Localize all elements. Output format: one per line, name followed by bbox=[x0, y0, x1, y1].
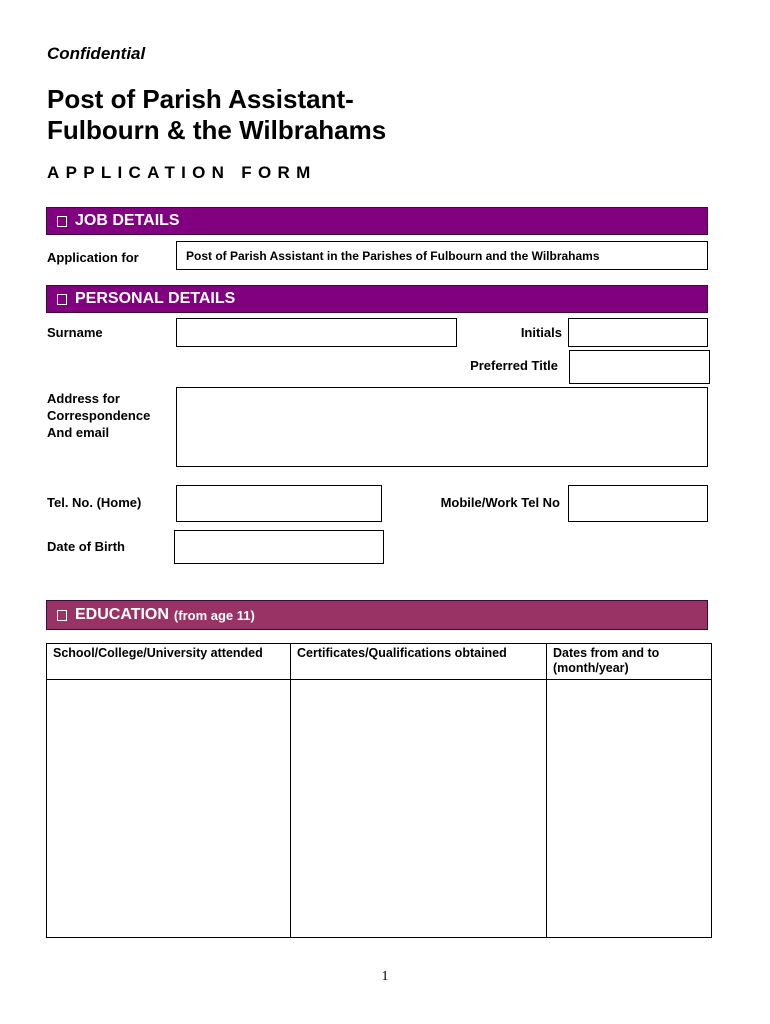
address-label-line-1: Address for bbox=[47, 391, 120, 406]
section-title-education-suffix: (from age 11) bbox=[173, 607, 255, 623]
checkbox-glyph-icon bbox=[57, 610, 67, 621]
page-title bbox=[47, 84, 386, 146]
section-title-job-details: JOB DETAILS bbox=[75, 212, 180, 229]
section-bar-personal-details bbox=[46, 285, 708, 313]
education-table bbox=[46, 643, 712, 938]
title-line-2: Fulbourn & the Wilbrahams bbox=[47, 115, 387, 145]
application-for-label: Application for bbox=[47, 250, 139, 265]
table-header-row bbox=[47, 644, 712, 680]
table-row bbox=[47, 680, 712, 938]
mobile-work-tel-label: Mobile/Work Tel No bbox=[440, 495, 560, 510]
table-cell-school[interactable] bbox=[47, 680, 291, 938]
surname-field[interactable] bbox=[176, 318, 457, 347]
dob-field[interactable] bbox=[174, 530, 384, 564]
address-field[interactable] bbox=[176, 387, 708, 467]
tel-home-field[interactable] bbox=[176, 485, 382, 522]
application-for-field[interactable]: Post of Parish Assistant in the Parishes of Fulbourn and the Wilbrahams bbox=[176, 241, 708, 270]
column-header-dates: Dates from and to (month/year) bbox=[547, 644, 712, 680]
initials-field[interactable] bbox=[568, 318, 708, 347]
address-label-line-3: And email bbox=[47, 425, 110, 440]
address-label bbox=[47, 390, 150, 441]
initials-label: Initials bbox=[520, 325, 562, 340]
checkbox-glyph-icon bbox=[57, 294, 67, 305]
column-header-qualifications: Certificates/Qualifications obtained bbox=[291, 644, 547, 680]
preferred-title-label: Preferred Title bbox=[470, 358, 558, 373]
mobile-work-tel-field[interactable] bbox=[568, 485, 708, 522]
confidential-label: Confidential bbox=[47, 44, 146, 63]
title-line-1: Post of Parish Assistant- bbox=[47, 84, 354, 114]
table-cell-qualifications[interactable] bbox=[291, 680, 547, 938]
tel-home-label: Tel. No. (Home) bbox=[47, 495, 142, 510]
section-title-personal-details: PERSONAL DETAILS bbox=[75, 290, 236, 307]
checkbox-glyph-icon bbox=[57, 216, 67, 227]
address-label-line-2: Correspondence bbox=[47, 408, 151, 423]
section-bar-education bbox=[46, 600, 708, 630]
column-header-school: School/College/University attended bbox=[47, 644, 291, 680]
section-bar-job-details bbox=[46, 207, 708, 235]
form-subtitle: APPLICATION FORM bbox=[47, 163, 317, 182]
surname-label: Surname bbox=[47, 325, 103, 340]
section-title-education: EDUCATION bbox=[75, 606, 169, 623]
table-cell-dates[interactable] bbox=[547, 680, 712, 938]
dob-label: Date of Birth bbox=[47, 539, 125, 554]
page-number: 1 bbox=[381, 969, 389, 984]
preferred-title-field[interactable] bbox=[569, 350, 710, 384]
